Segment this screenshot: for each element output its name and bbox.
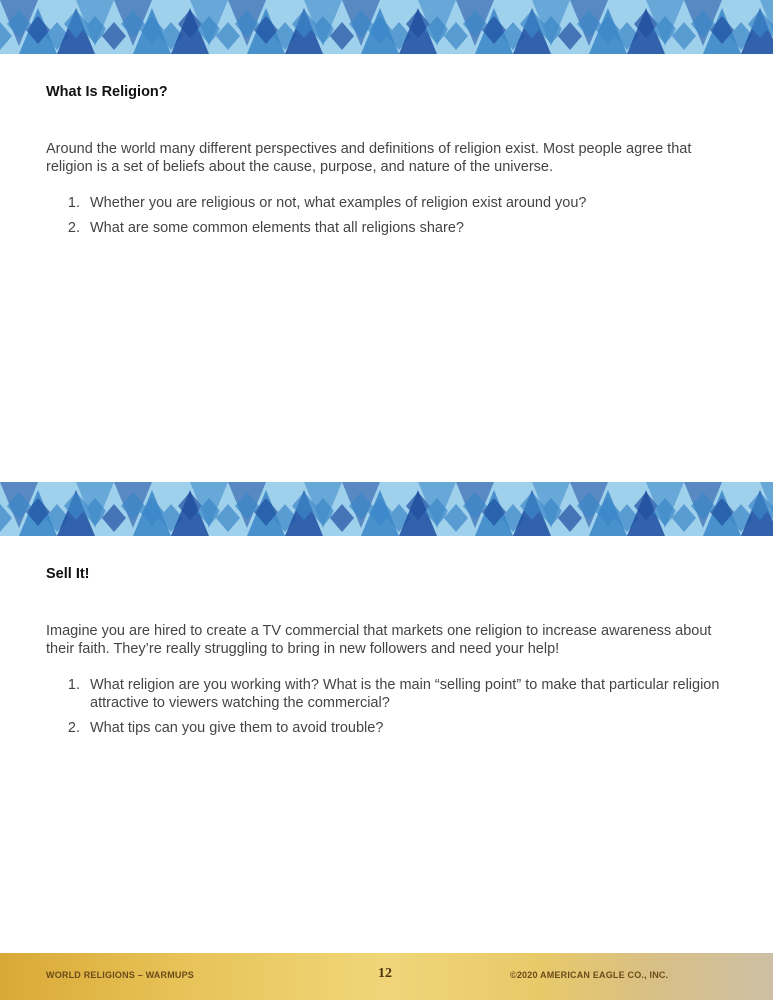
footer-title: WORLD RELIGIONS – WARMUPS bbox=[46, 970, 195, 980]
middle-banner bbox=[0, 482, 773, 536]
section-heading: Sell It! bbox=[46, 566, 90, 582]
question-list bbox=[46, 676, 736, 737]
question-text: What religion are you working with? What is the main “selling point” to make that particular religion attractive to viewers watching the commercial? bbox=[90, 677, 720, 711]
question-item bbox=[46, 194, 736, 212]
question-text: What tips can you give them to avoid trouble? bbox=[90, 720, 384, 736]
section-sell-it bbox=[46, 566, 736, 744]
decorative-pattern bbox=[0, 0, 773, 54]
section-heading: What Is Religion? bbox=[46, 84, 168, 100]
question-number: 2. bbox=[67, 720, 80, 736]
question-list bbox=[46, 194, 736, 237]
question-item bbox=[46, 219, 736, 237]
section-what-is-religion bbox=[46, 84, 736, 244]
question-item bbox=[46, 676, 736, 712]
page-number: 12 bbox=[378, 966, 392, 981]
section-intro: Imagine you are hired to create a TV commercial that markets one religion to increase awareness about their faith. They’re really struggling to bring in new followers and need your help! bbox=[46, 623, 712, 657]
question-number: 1. bbox=[67, 677, 80, 693]
question-text: What are some common elements that all religions share? bbox=[90, 220, 464, 236]
decorative-pattern bbox=[0, 482, 773, 536]
top-banner bbox=[0, 0, 773, 54]
question-number: 1. bbox=[67, 195, 80, 211]
section-intro: Around the world many different perspectives and definitions of religion exist. Most people agree that religion is a set of beliefs about the cause, purpose, and nature of the universe. bbox=[46, 141, 692, 175]
footer-copyright: ©2020 AMERICAN EAGLE CO., INC. bbox=[510, 970, 669, 980]
question-item bbox=[46, 719, 736, 737]
question-text: Whether you are religious or not, what examples of religion exist around you? bbox=[90, 195, 587, 211]
page-footer bbox=[0, 953, 773, 1000]
question-number: 2. bbox=[67, 220, 80, 236]
